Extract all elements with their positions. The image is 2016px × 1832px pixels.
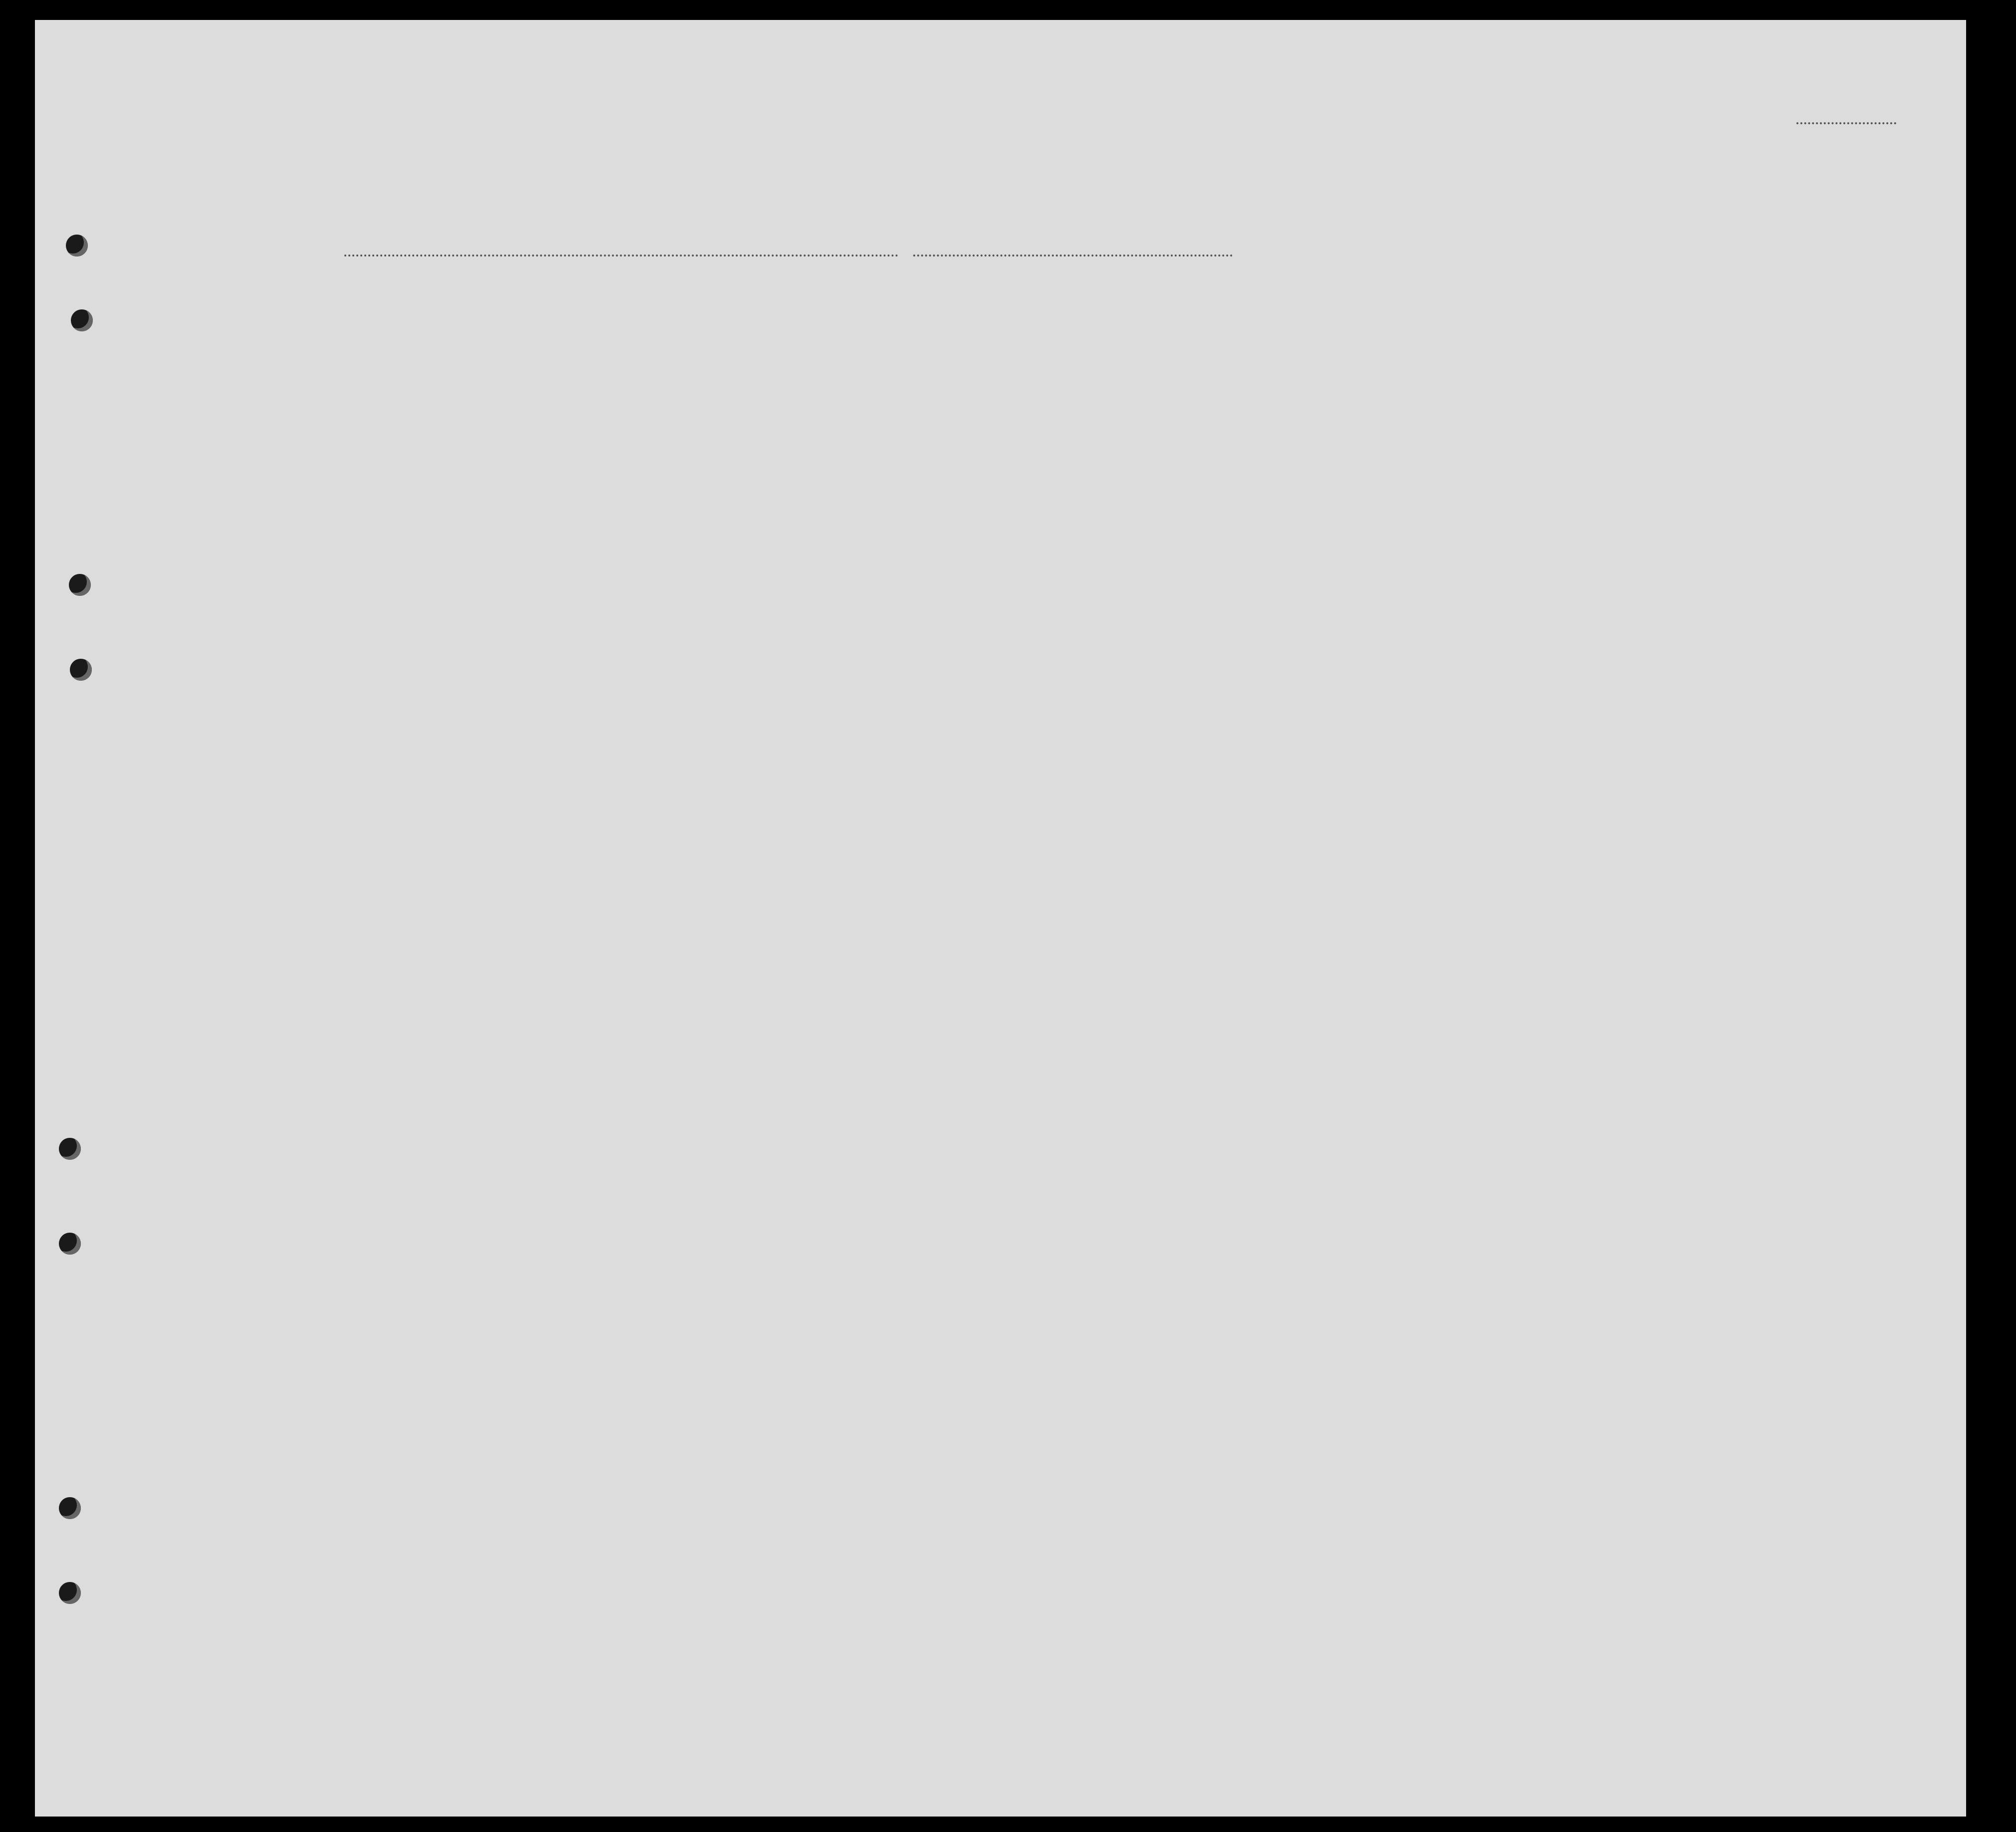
- manifest-sheet: [35, 20, 1966, 1817]
- manifest-grid: [35, 20, 1966, 1717]
